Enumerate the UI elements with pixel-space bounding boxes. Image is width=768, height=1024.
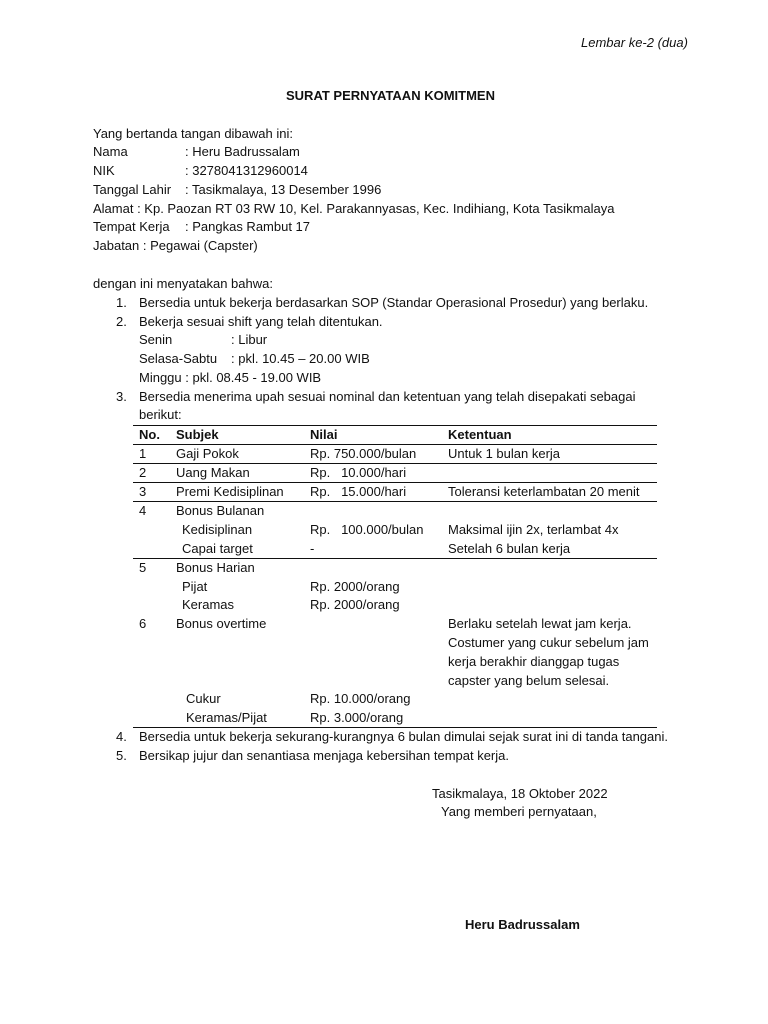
shift-senin-label: Senin	[139, 332, 173, 347]
place-date: Tasikmalaya, 18 Oktober 2022	[432, 786, 608, 801]
nik-label: NIK	[93, 163, 115, 178]
item-number: 2.	[116, 314, 127, 329]
cell-ketentuan: Berlaku setelah lewat jam kerja.	[448, 616, 632, 631]
cell-subjek: Bonus Harian	[176, 560, 255, 575]
statement-lead: dengan ini menyatakan bahwa:	[93, 276, 273, 291]
cell-nilai: Rp. 10.000/orang	[310, 691, 411, 706]
nama-label: Nama	[93, 144, 128, 159]
cell-no: 3	[139, 484, 147, 499]
item-number: 5.	[116, 748, 127, 763]
cell-subjek: Gaji Pokok	[176, 446, 239, 461]
cell-subjek: Premi Kedisiplinan	[176, 484, 284, 499]
table-rule	[133, 425, 657, 426]
cell-ketentuan: kerja berakhir dianggap tugas	[448, 654, 620, 669]
tempat-label: Tempat Kerja	[93, 219, 170, 234]
table-header-ketentuan: Ketentuan	[448, 427, 512, 442]
ttl-value: : Tasikmalaya, 13 Desember 1996	[185, 182, 382, 197]
cell-nilai: -	[310, 541, 315, 556]
tempat-value: : Pangkas Rambut 17	[185, 219, 311, 234]
cell-nilai: Rp. 2000/orang	[310, 579, 400, 594]
cell-subitem: Capai target	[182, 541, 253, 556]
shift-selasa-value: : pkl. 10.45 – 20.00 WIB	[231, 351, 370, 366]
item-text: Bersikap jujur dan senantiasa menjaga kebersihan tempat kerja.	[139, 748, 509, 763]
nama-value: : Heru Badrussalam	[185, 144, 300, 159]
document-title: SURAT PERNYATAAN KOMITMEN	[286, 88, 495, 103]
item-text: Bekerja sesuai shift yang telah ditentukan.	[139, 314, 383, 329]
cell-ketentuan: Toleransi keterlambatan 20 menit	[448, 484, 640, 499]
item-number: 4.	[116, 729, 127, 744]
ttl-label: Tanggal Lahir	[93, 182, 172, 197]
intro-text: Yang bertanda tangan dibawah ini:	[93, 126, 293, 141]
nik-value: : 3278041312960014	[185, 163, 308, 178]
table-header-nilai: Nilai	[310, 427, 338, 442]
cell-ketentuan: Maksimal ijin 2x, terlambat 4x	[448, 522, 619, 537]
cell-ketentuan: Untuk 1 bulan kerja	[448, 446, 561, 461]
cell-subitem: Keramas	[182, 597, 235, 612]
table-rule	[133, 501, 657, 502]
cell-no: 5	[139, 560, 147, 575]
cell-ketentuan: capster yang belum selesai.	[448, 673, 610, 688]
cell-subitem: Kedisiplinan	[182, 522, 253, 537]
cell-subjek: Uang Makan	[176, 465, 250, 480]
shift-minggu: Minggu : pkl. 08.45 - 19.00 WIB	[139, 370, 322, 385]
cell-nilai: Rp. 15.000/hari	[310, 484, 407, 499]
item-text: Bersedia menerima upah sesuai nominal dan ketentuan yang telah disepakati sebagai	[139, 389, 636, 404]
cell-subjek: Bonus overtime	[176, 616, 267, 631]
cell-nilai: Rp. 750.000/bulan	[310, 446, 417, 461]
table-rule	[133, 463, 657, 464]
item-text: Bersedia untuk bekerja sekurang-kurangnya 6 bulan dimulai sejak surat ini di tanda tangani.	[139, 729, 668, 744]
cell-no: 6	[139, 616, 147, 631]
cell-subjek: Bonus Bulanan	[176, 503, 265, 518]
item-text-continued: berikut:	[139, 407, 182, 422]
cell-ketentuan: Setelah 6 bulan kerja	[448, 541, 571, 556]
table-rule	[133, 482, 657, 483]
signer-role: Yang memberi pernyataan,	[441, 804, 597, 819]
sheet-label: Lembar ke-2 (dua)	[581, 35, 688, 50]
cell-nilai: Rp. 100.000/bulan	[310, 522, 424, 537]
cell-subitem: Keramas/Pijat	[186, 710, 267, 725]
cell-nilai: Rp. 3.000/orang	[310, 710, 404, 725]
item-number: 3.	[116, 389, 127, 404]
signer-name: Heru Badrussalam	[465, 917, 580, 932]
shift-senin-value: : Libur	[231, 332, 268, 347]
table-header-subjek: Subjek	[176, 427, 219, 442]
table-header-no: No.	[139, 427, 160, 442]
cell-ketentuan: Costumer yang cukur sebelum jam	[448, 635, 649, 650]
cell-nilai: Rp. 2000/orang	[310, 597, 400, 612]
cell-nilai: Rp. 10.000/hari	[310, 465, 407, 480]
table-rule	[133, 558, 657, 559]
jabatan-line: Jabatan : Pegawai (Capster)	[93, 238, 258, 253]
table-rule	[133, 727, 657, 728]
cell-no: 1	[139, 446, 147, 461]
item-text: Bersedia untuk bekerja berdasarkan SOP (Standar Operasional Prosedur) yang berlaku.	[139, 295, 649, 310]
cell-subitem: Pijat	[182, 579, 208, 594]
table-rule	[133, 444, 657, 445]
cell-no: 2	[139, 465, 147, 480]
cell-subitem: Cukur	[186, 691, 221, 706]
cell-no: 4	[139, 503, 147, 518]
item-number: 1.	[116, 295, 127, 310]
shift-selasa-label: Selasa-Sabtu	[139, 351, 218, 366]
alamat-line: Alamat : Kp. Paozan RT 03 RW 10, Kel. Parakannyasas, Kec. Indihiang, Kota Tasikmalaya	[93, 201, 615, 216]
